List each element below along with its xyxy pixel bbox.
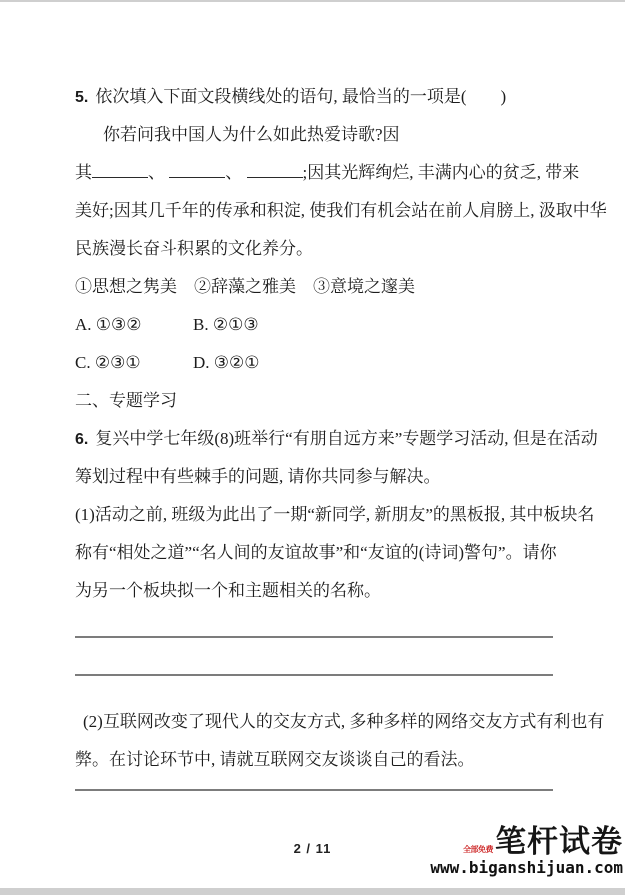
page-number: 2 / 11	[293, 841, 332, 856]
question-6-stem-line-1	[75, 420, 598, 458]
q6-part2-line-1: (2)互联网改变了现代人的交友方式, 多种多样的网络交友方式有利也有	[83, 712, 605, 731]
question-5-stem	[75, 78, 555, 116]
question-6-number: 6.	[75, 431, 89, 448]
q6-part1-line-3: 为另一个板块拟一个和主题相关的名称。	[75, 581, 381, 600]
q5-option-a: A. ①③②	[75, 315, 142, 334]
question-5-stem-text: 依次填入下面文段横线处的语句, 最恰当的一项是( )	[95, 87, 507, 106]
answer-line-3	[75, 789, 553, 791]
biganshijuan-watermark	[430, 826, 623, 877]
q5-option-c: C. ②③①	[75, 353, 141, 372]
answer-line-2	[75, 674, 553, 676]
q5-passage-line-3: 美好;因其几千年的传承和积淀, 使我们有机会站在前人肩膀上, 汲取中华	[75, 201, 607, 220]
question-6-stem-text: 复兴中学七年级(8)班举行“有朋自远方来”专题学习活动, 但是在活动	[95, 429, 598, 448]
blank-line-suffix: ;因其光辉绚烂, 丰满内心的贫乏, 带来	[302, 163, 580, 182]
q5-numbered-items: ①思想之隽美 ②辞藻之雅美 ③意境之邃美	[75, 277, 415, 296]
q5-passage-blank-line	[75, 154, 580, 192]
watermark-url: www.biganshijuan.com	[430, 858, 623, 877]
fill-in-blank-3	[247, 160, 303, 178]
blank-line-prefix: 其	[75, 163, 92, 182]
q5-option-d: D. ③②①	[193, 353, 260, 372]
blank-separator-2: 、	[225, 163, 247, 182]
question-6-stem-line-2: 筹划过程中有些棘手的问题, 请你共同参与解决。	[75, 467, 441, 486]
watermark-top-row	[430, 826, 623, 857]
page-bottom-edge	[0, 888, 625, 895]
page-top-edge	[0, 0, 625, 2]
q5-options-row-1	[75, 306, 555, 344]
q5-passage-line-4: 民族漫长奋斗积累的文化养分。	[75, 239, 313, 258]
fill-in-blank-1	[92, 160, 148, 178]
watermark-brand-name: 笔杆试卷	[495, 824, 623, 859]
q6-part2-line-2: 弊。在讨论环节中, 请就互联网交友谈谈自己的看法。	[75, 750, 475, 769]
watermark-tagline: 全部免费	[463, 845, 493, 854]
answer-line-1	[75, 636, 553, 638]
blank-separator-1: 、	[148, 163, 170, 182]
q6-part1-line-1: (1)活动之前, 班级为此出了一期“新同学, 新朋友”的黑板报, 其中板块名	[75, 505, 595, 524]
q5-option-b: B. ②①③	[193, 315, 259, 334]
question-5-number: 5.	[75, 89, 89, 106]
fill-in-blank-2	[169, 160, 225, 178]
q5-options-row-2	[75, 344, 555, 382]
q6-part1-line-2: 称有“相处之道”“名人间的友谊故事”和“友谊的(诗词)警句”。请你	[75, 543, 557, 562]
section-2-title: 二、专题学习	[75, 391, 177, 410]
q5-passage-line-1: 你若问我中国人为什么如此热爱诗歌?因	[103, 125, 400, 144]
